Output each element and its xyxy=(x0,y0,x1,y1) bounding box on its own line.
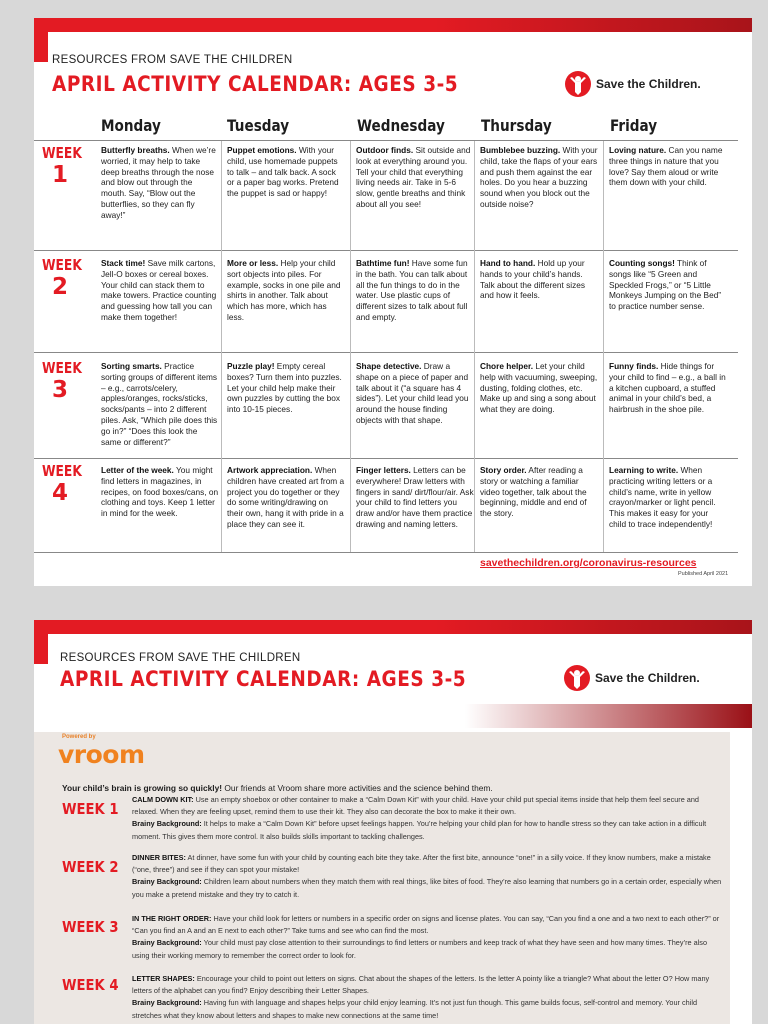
activity-cell: Letter of the week. You might find letters in magazines, in recipes, on food boxes/cans, on clothing and toys. Keep 1 letter in mind for the week. xyxy=(101,465,219,519)
activity-cell: Stack time! Save milk cartons, Jell-O boxes or cereal boxes. Your child can stack them to make towers. Practice counting and guessing how tall you can make them together! xyxy=(101,258,217,322)
logo-text: Save the Children. xyxy=(595,671,700,685)
column-divider xyxy=(350,141,351,552)
activity-cell: Finger letters. Letters can be everywhere! Draw letters with fingers in sand/ dirt/flour/air. Ask your child to find letters you draw and/or have them practice drawing and naming letters. xyxy=(356,465,474,529)
save-the-children-logo-icon xyxy=(564,70,592,98)
vroom-activity: CALM DOWN KIT: Use an empty shoebox or other container to make a “Calm Down Kit” with your child. Have your child put special items inside that help them feel secure and relaxed. When they are feeling upset, remind them to use their kit. They also can decorate the box to make it their own. Brainy Background: It helps to make a “Calm Down Kit” before upset feelings happen. You’re helping your child plan for how to handle stress so they can take action in a difficult moment. This gives them more control. It also builds skills important to tackling challenges. xyxy=(132,795,707,841)
row-divider xyxy=(34,140,738,141)
page-kicker: RESOURCES FROM SAVE THE CHILDREN xyxy=(52,54,293,66)
page-title: APRIL ACTIVITY CALENDAR: AGES 3-5 xyxy=(60,667,467,691)
header-red-corner xyxy=(34,620,48,664)
save-the-children-logo xyxy=(563,664,700,692)
activity-cell: Funny finds. Hide things for your child to find – e.g., a ball in a kitchen cupboard, a stuffed animal in your child’s bed, a hairbrush in the shoe pile. xyxy=(609,361,726,415)
header-red-bar xyxy=(48,620,752,634)
row-divider xyxy=(34,552,738,553)
logo-text: Save the Children. xyxy=(596,77,701,91)
activity-cell: Sorting smarts. Practice sorting groups of different items – e.g., carrots/celery, apples/oranges, rocks/sticks, socks/pants – into 2 different piles. Ask, “Which pile does this go in?” “Does this look the same or different?” xyxy=(101,361,218,447)
vroom-logo: vroom xyxy=(58,740,145,769)
column-divider xyxy=(603,141,604,552)
header-red-bar xyxy=(48,18,752,32)
activity-cell: Chore helper. Let your child help with vacuuming, sweeping, dusting, folding clothes, etc. Make up and sing a song about what they are doing. xyxy=(480,361,598,415)
resources-link[interactable]: savethechildren.org/coronavirus-resources xyxy=(480,557,697,569)
save-the-children-logo xyxy=(564,70,701,98)
activity-cell: Bathtime fun! Have some fun in the bath. You can talk about all the fun things to do in the water. Use plastic cups of different sizes to talk about full and empty. xyxy=(356,258,468,322)
vroom-activity: IN THE RIGHT ORDER: Have your child look for letters or numbers in a specific order on signs and license plates. You can say, “Can you find a one and a two next to each other?” or “Can you find an A and an E next to each other?” Take turns and see who can find the most. Brainy Background: Your child must pay close attention to their surroundings to find letters or numbers and keep track of what they have seen and how many times. They’re also using their working memory to remember the correct order to look for. xyxy=(132,914,720,960)
vroom-week-label-3: WEEK 3 xyxy=(62,918,119,936)
activity-cell: Artwork appreciation. When children have created art from a project you do together or they do some writing/drawing on their own, hang it with pride in a place they can see it. xyxy=(227,465,345,529)
column-divider xyxy=(474,141,475,552)
vroom-tagline: Your child’s brain is growing so quickly! Our friends at Vroom share more activities and the science behind them. xyxy=(62,783,493,793)
activity-cell: Butterfly breaths. When we’re worried, it may help to take deep breaths through the nose and blow out through the mouth. Say, “Blow out the butterflies, so they can fly away!” xyxy=(101,145,216,220)
header-red-band xyxy=(34,704,752,728)
week-label-4: WEEK 4 xyxy=(41,462,82,506)
powered-by-label: Powered by xyxy=(62,734,96,740)
activity-cell: Counting songs! Think of songs like “5 Green and Speckled Frogs,” or “5 Little Monkeys Jumping on the Bed” to practice number sense. xyxy=(609,258,722,312)
vroom-activity: DINNER BITES: At dinner, have some fun with your child by counting each bite they take. After the first bite, announce “one!” in a silly voice. If they know numbers, make a mistake (“one, three”) and see if they can spot your mistake! Brainy Background: Children learn about numbers when they match them with real things, like bites of food. They’re also learning that numbers go in a certain order, especially when you make a pretend mistake and they try to catch it. xyxy=(132,853,722,899)
week-label-1: WEEK 1 xyxy=(41,144,82,188)
save-the-children-logo-icon xyxy=(563,664,591,692)
week-label-2: WEEK 2 xyxy=(41,256,82,300)
row-divider xyxy=(34,352,738,353)
activity-cell: Hand to hand. Hold up your hands to your child’s hands. Talk about the different sizes and how it feels. xyxy=(480,258,586,301)
activity-cell: Bumblebee buzzing. With your child, take the flaps of your ears and push them against the ear holes. Do you hear a buzzing sound when you block out the outside noise? xyxy=(480,145,598,209)
activity-cell: Puzzle play! Empty cereal boxes? Turn them into puzzles. Let your child help make their own puzzles by cutting the box into 10-15 pieces. xyxy=(227,361,342,415)
day-header-tuesday: Tuesday xyxy=(227,116,290,135)
vroom-week-label-2: WEEK 2 xyxy=(62,858,119,876)
page-title: APRIL ACTIVITY CALENDAR: AGES 3-5 xyxy=(52,72,459,96)
row-divider xyxy=(34,458,738,459)
activity-cell: Outdoor finds. Sit outside and look at everything around you. Tell your child that everything living needs air. Take in 5-6 slow, gentle breaths and think about all you see! xyxy=(356,145,471,209)
day-header-wednesday: Wednesday xyxy=(357,116,445,135)
day-header-friday: Friday xyxy=(610,116,658,135)
activity-cell: Puppet emotions. With your child, use homemade puppets to talk – and talk back. A sock or a paper bag works. Pretend the puppet is sad or happy! xyxy=(227,145,339,199)
activity-cell: Story order. After reading a story or watching a familiar video together, talk about the beginning, middle and end of the story. xyxy=(480,465,587,519)
vroom-activity: LETTER SHAPES: Encourage your child to point out letters on signs. Chat about the shapes of the letters. Is the letter A pointy like a triangle? What about the letter O? How many letters of the alphabet can you find? Enjoy describing their Letter Shapes. Brainy Background: Having fun with language and shapes helps your child enjoy learning. It’s not just fun though. This game builds focus, self-control and memory. Your child stretches what they know about letters and shapes to make new connections at the same time! xyxy=(132,974,710,1020)
activity-cell: Loving nature. Can you name three things in nature that you love? Say them aloud or write them down with your child. xyxy=(609,145,723,188)
activity-cell: More or less. Help your child sort objects into piles. For example, socks in one pile and shirts in another. Talk about which has more, which has less. xyxy=(227,258,341,322)
vroom-week-label-4: WEEK 4 xyxy=(62,976,119,994)
row-divider xyxy=(34,250,738,251)
page-kicker: RESOURCES FROM SAVE THE CHILDREN xyxy=(60,652,301,664)
vroom-section xyxy=(34,732,730,1024)
day-header-monday: Monday xyxy=(101,116,161,135)
published-date: Published April 2021 xyxy=(678,571,729,577)
day-header-thursday: Thursday xyxy=(481,116,552,135)
column-divider xyxy=(221,141,222,552)
week-label-3: WEEK 3 xyxy=(41,359,82,403)
activity-cell: Learning to write. When practicing writing letters or a child’s name, write in yellow crayon/marker or light pencil. This makes it easy for your child to trace independently! xyxy=(609,465,716,529)
activity-cell: Shape detective. Draw a shape on a piece of paper and talk about it (“a square has 4 sides”). Let your child lead you around the house finding objects with that shape. xyxy=(356,361,469,425)
header-red-corner xyxy=(34,18,48,62)
vroom-week-label-1: WEEK 1 xyxy=(62,800,119,818)
